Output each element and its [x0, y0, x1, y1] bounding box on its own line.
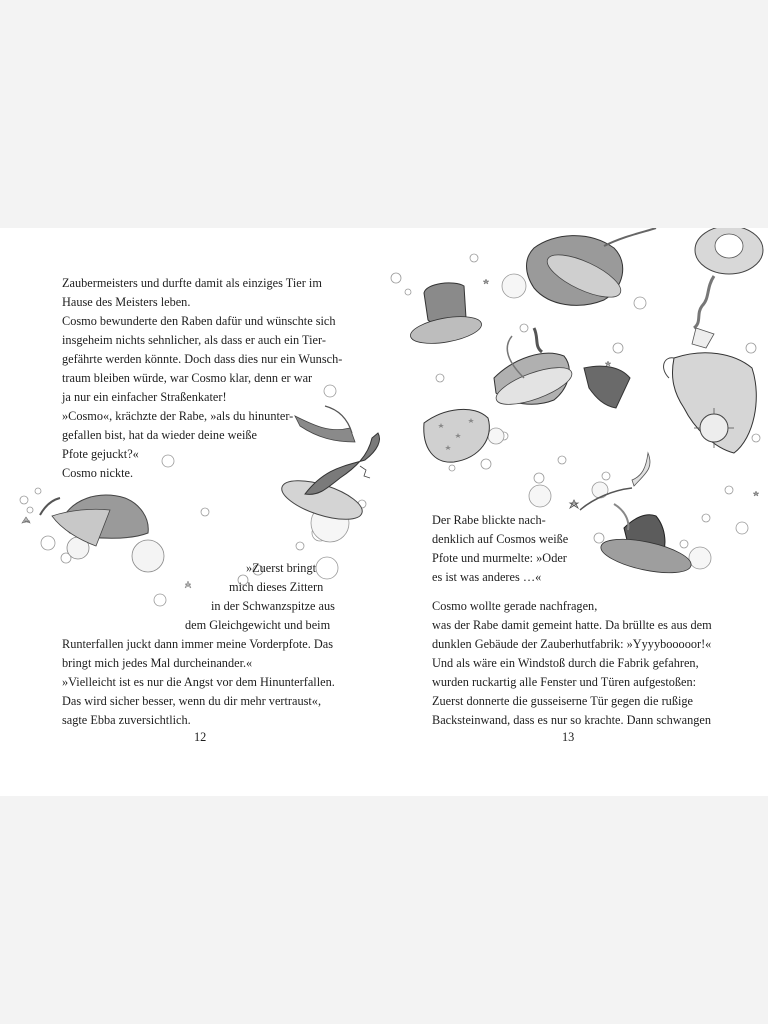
paragraph-line: insgeheim nichts sehnlicher, als dass er auch ein Tier- — [62, 333, 326, 347]
paragraph-line: was der Rabe damit gemeint hatte. Da brüllte es aus dem — [432, 618, 712, 632]
page-number: 13 — [562, 730, 575, 744]
paragraph-line: Hause des Meisters leben. — [62, 295, 191, 309]
paragraph-line: bringt mich jedes Mal durcheinander.« — [62, 656, 253, 670]
paragraph-line: sagte Ebba zuversichtlich. — [62, 713, 191, 727]
paragraph-line: Backsteinwand, dass es nur so krachte. Dann schwangen — [432, 713, 711, 727]
paragraph-line: dem Gleichgewicht und beim — [185, 618, 331, 632]
book-spread — [0, 228, 768, 796]
paragraph-line: Cosmo nickte. — [62, 466, 134, 480]
paragraph-line: Das wird sicher besser, wenn du dir mehr vertraust«, — [62, 694, 322, 708]
paragraph-line: »Vielleicht ist es nur die Angst vor dem Hinunterfallen. — [62, 675, 335, 689]
paragraph-line: Cosmo wollte gerade nachfragen, — [432, 599, 598, 613]
paragraph-line: dunklen Gebäude der Zauberhutfabrik: »Yyyybooooor!« — [432, 637, 712, 651]
paragraph-line: gefährte werden könnte. Doch dass dies nur ein Wunsch- — [62, 352, 343, 366]
paragraph-line: Zaubermeisters und durfte damit als einziges Tier im — [62, 276, 322, 290]
paragraph-line: mich dieses Zittern — [229, 580, 324, 594]
paragraph-line: traum bleiben würde, war Cosmo klar, denn er war — [62, 371, 313, 385]
paragraph-line: Zuerst donnerte die gusseiserne Tür gegen die rußige — [432, 694, 693, 708]
paragraph-line: es ist was anderes …« — [432, 570, 542, 584]
page-number: 12 — [194, 730, 207, 744]
left-page — [0, 228, 384, 796]
paragraph-line: ja nur ein einfacher Straßenkater! — [62, 390, 227, 404]
paragraph-line: Runterfallen juckt dann immer meine Vorderpfote. Das — [62, 637, 334, 651]
paragraph-line: Der Rabe blickte nach- — [432, 513, 546, 527]
paragraph-line: Pfote und murmelte: »Oder — [432, 551, 567, 565]
paragraph-line: wurden ruckartig alle Fenster und Türen aufgestoßen: — [432, 675, 697, 689]
paragraph-line: »Zuerst bringt — [246, 561, 317, 575]
paragraph-line: denklich auf Cosmos weiße — [432, 532, 569, 546]
paragraph-line: Cosmo bewunderte den Raben dafür und wünschte sich — [62, 314, 336, 328]
paragraph-line: »Cosmo«, krächzte der Rabe, »als du hinunter- — [62, 409, 294, 423]
paragraph-line: Und als wäre ein Windstoß durch die Fabrik gefahren, — [432, 656, 699, 670]
paragraph-line: in der Schwanzspitze aus — [211, 599, 335, 613]
paragraph-line: gefallen bist, hat da wieder deine weiße — [62, 428, 257, 442]
paragraph-line: Pfote gejuckt?« — [62, 447, 139, 461]
right-page — [384, 228, 768, 796]
